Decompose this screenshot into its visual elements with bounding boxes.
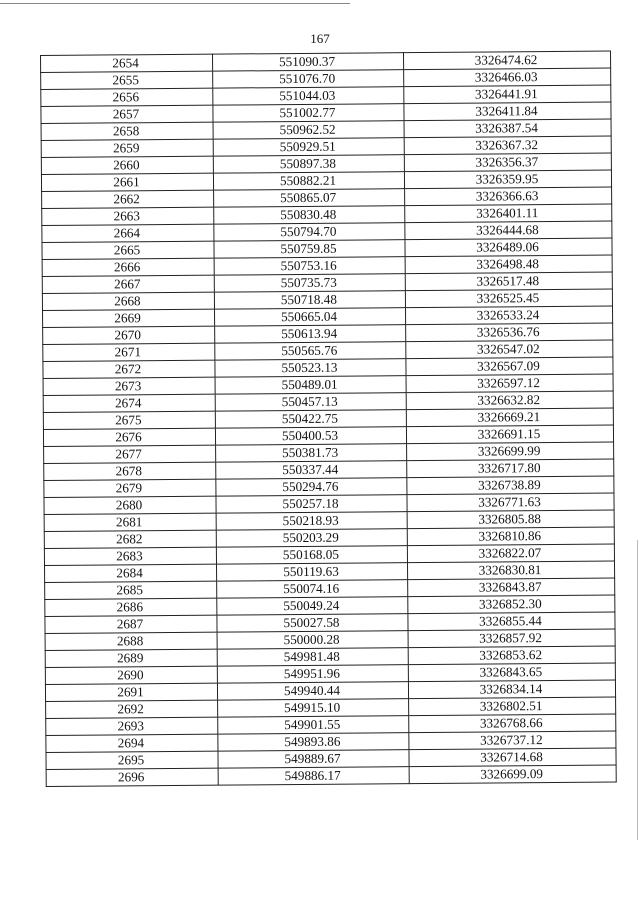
x-coordinate-cell: 549981.48	[217, 648, 408, 666]
x-coordinate-cell: 551076.70	[213, 70, 404, 88]
y-coordinate-cell: 3326367.32	[404, 136, 611, 155]
x-coordinate-cell: 550119.63	[217, 563, 408, 581]
y-coordinate-cell: 3326768.66	[409, 714, 616, 733]
x-coordinate-cell: 551002.77	[213, 104, 404, 122]
x-coordinate-cell: 550168.05	[216, 546, 407, 564]
y-coordinate-cell: 3326805.88	[407, 510, 614, 529]
x-coordinate-cell: 550718.48	[214, 291, 405, 309]
y-coordinate-cell: 3326525.45	[405, 289, 612, 308]
y-coordinate-cell: 3326498.48	[405, 255, 612, 274]
point-number-cell: 2674	[43, 394, 215, 412]
y-coordinate-cell: 3326441.91	[404, 85, 611, 104]
point-number-cell: 2685	[45, 581, 217, 599]
x-coordinate-cell: 550929.51	[213, 138, 404, 156]
coordinates-table	[40, 51, 617, 787]
point-number-cell: 2686	[45, 598, 217, 616]
y-coordinate-cell: 3326547.02	[406, 340, 613, 359]
y-coordinate-cell: 3326822.07	[407, 544, 614, 563]
point-number-cell: 2665	[42, 241, 214, 259]
y-coordinate-cell: 3326699.09	[409, 765, 616, 784]
coordinates-table-wrapper	[40, 51, 616, 787]
y-coordinate-cell: 3326857.92	[408, 629, 615, 648]
point-number-cell: 2669	[43, 309, 215, 327]
y-coordinate-cell: 3326387.54	[404, 119, 611, 138]
y-coordinate-cell: 3326771.63	[407, 493, 614, 512]
x-coordinate-cell: 550794.70	[214, 223, 405, 241]
y-coordinate-cell: 3326853.62	[408, 646, 615, 665]
point-number-cell: 2671	[43, 343, 215, 361]
x-coordinate-cell: 550027.58	[217, 614, 408, 632]
x-coordinate-cell: 550865.07	[214, 189, 405, 207]
point-number-cell: 2688	[45, 632, 217, 650]
x-coordinate-cell: 550457.13	[215, 393, 406, 411]
y-coordinate-cell: 3326567.09	[406, 357, 613, 376]
top-rule	[0, 3, 350, 4]
y-coordinate-cell: 3326411.84	[404, 102, 611, 121]
y-coordinate-cell: 3326366.63	[405, 187, 612, 206]
y-coordinate-cell: 3326401.11	[405, 204, 612, 223]
y-coordinate-cell: 3326533.24	[405, 306, 612, 325]
point-number-cell: 2668	[42, 292, 214, 310]
x-coordinate-cell: 550422.75	[215, 410, 406, 428]
x-coordinate-cell: 549901.55	[218, 716, 409, 734]
point-number-cell: 2684	[45, 564, 217, 582]
point-number-cell: 2658	[41, 122, 213, 140]
point-number-cell: 2693	[46, 717, 218, 735]
point-number-cell: 2689	[45, 649, 217, 667]
point-number-cell: 2694	[46, 734, 218, 752]
x-coordinate-cell: 550049.24	[217, 597, 408, 615]
point-number-cell: 2664	[42, 224, 214, 242]
y-coordinate-cell: 3326737.12	[409, 731, 616, 750]
point-number-cell: 2666	[42, 258, 214, 276]
point-number-cell: 2655	[41, 71, 213, 89]
y-coordinate-cell: 3326810.86	[407, 527, 614, 546]
x-coordinate-cell: 550735.73	[214, 274, 405, 292]
point-number-cell: 2687	[45, 615, 217, 633]
y-coordinate-cell: 3326356.37	[404, 153, 611, 172]
x-coordinate-cell: 550218.93	[216, 512, 407, 530]
point-number-cell: 2673	[43, 377, 215, 395]
y-coordinate-cell: 3326802.51	[409, 697, 616, 716]
y-coordinate-cell: 3326738.89	[407, 476, 614, 495]
x-coordinate-cell: 550074.16	[217, 580, 408, 598]
point-number-cell: 2660	[41, 156, 213, 174]
point-number-cell: 2656	[41, 88, 213, 106]
x-coordinate-cell: 550294.76	[216, 478, 407, 496]
x-coordinate-cell: 550753.16	[214, 257, 405, 275]
point-number-cell: 2659	[41, 139, 213, 157]
y-coordinate-cell: 3326444.68	[405, 221, 612, 240]
x-coordinate-cell: 550523.13	[215, 359, 406, 377]
y-coordinate-cell: 3326536.76	[406, 323, 613, 342]
point-number-cell: 2692	[46, 700, 218, 718]
x-coordinate-cell: 549940.44	[217, 682, 408, 700]
x-coordinate-cell: 549889.67	[218, 750, 409, 768]
y-coordinate-cell: 3326359.95	[404, 170, 611, 189]
x-coordinate-cell: 550897.38	[213, 155, 404, 173]
point-number-cell: 2661	[41, 173, 213, 191]
point-number-cell: 2654	[41, 54, 213, 72]
y-coordinate-cell: 3326834.14	[408, 680, 615, 699]
point-number-cell: 2696	[46, 768, 218, 786]
x-coordinate-cell: 550759.85	[214, 240, 405, 258]
x-coordinate-cell: 549886.17	[218, 767, 409, 785]
y-coordinate-cell: 3326632.82	[406, 391, 613, 410]
point-number-cell: 2675	[43, 411, 215, 429]
point-number-cell: 2676	[43, 428, 215, 446]
x-coordinate-cell: 551090.37	[212, 53, 403, 71]
point-number-cell: 2691	[45, 683, 217, 701]
y-coordinate-cell: 3326852.30	[408, 595, 615, 614]
x-coordinate-cell: 550830.48	[214, 206, 405, 224]
y-coordinate-cell: 3326466.03	[404, 68, 611, 87]
y-coordinate-cell: 3326717.80	[407, 459, 614, 478]
y-coordinate-cell: 3326669.21	[406, 408, 613, 427]
x-coordinate-cell: 550882.21	[213, 172, 404, 190]
y-coordinate-cell: 3326830.81	[407, 561, 614, 580]
point-number-cell: 2690	[45, 666, 217, 684]
x-coordinate-cell: 550203.29	[216, 529, 407, 547]
x-coordinate-cell: 550257.18	[216, 495, 407, 513]
point-number-cell: 2657	[41, 105, 213, 123]
page-number: 167	[310, 31, 330, 46]
point-number-cell: 2683	[44, 547, 216, 565]
y-coordinate-cell: 3326843.87	[408, 578, 615, 597]
y-coordinate-cell: 3326517.48	[405, 272, 612, 291]
coordinates-table-body	[41, 51, 617, 786]
x-coordinate-cell: 550400.53	[215, 427, 406, 445]
y-coordinate-cell: 3326714.68	[409, 748, 616, 767]
x-coordinate-cell: 549915.10	[218, 699, 409, 717]
page-edge-shadow	[637, 540, 638, 840]
point-number-cell: 2695	[46, 751, 218, 769]
y-coordinate-cell: 3326699.99	[407, 442, 614, 461]
x-coordinate-cell: 550565.76	[215, 342, 406, 360]
point-number-cell: 2679	[44, 479, 216, 497]
x-coordinate-cell: 550613.94	[215, 325, 406, 343]
point-number-cell: 2667	[42, 275, 214, 293]
y-coordinate-cell: 3326843.65	[408, 663, 615, 682]
x-coordinate-cell: 550962.52	[213, 121, 404, 139]
y-coordinate-cell: 3326474.62	[403, 51, 610, 70]
x-coordinate-cell: 551044.03	[213, 87, 404, 105]
point-number-cell: 2680	[44, 496, 216, 514]
point-number-cell: 2672	[43, 360, 215, 378]
x-coordinate-cell: 550337.44	[216, 461, 407, 479]
x-coordinate-cell: 550000.28	[217, 631, 408, 649]
x-coordinate-cell: 550665.04	[215, 308, 406, 326]
x-coordinate-cell: 550381.73	[216, 444, 407, 462]
x-coordinate-cell: 549951.96	[217, 665, 408, 683]
point-number-cell: 2670	[43, 326, 215, 344]
y-coordinate-cell: 3326489.06	[405, 238, 612, 257]
point-number-cell: 2678	[44, 462, 216, 480]
point-number-cell: 2681	[44, 513, 216, 531]
y-coordinate-cell: 3326597.12	[406, 374, 613, 393]
y-coordinate-cell: 3326855.44	[408, 612, 615, 631]
x-coordinate-cell: 550489.01	[215, 376, 406, 394]
point-number-cell: 2682	[44, 530, 216, 548]
y-coordinate-cell: 3326691.15	[406, 425, 613, 444]
point-number-cell: 2663	[42, 207, 214, 225]
point-number-cell: 2662	[42, 190, 214, 208]
x-coordinate-cell: 549893.86	[218, 733, 409, 751]
point-number-cell: 2677	[44, 445, 216, 463]
